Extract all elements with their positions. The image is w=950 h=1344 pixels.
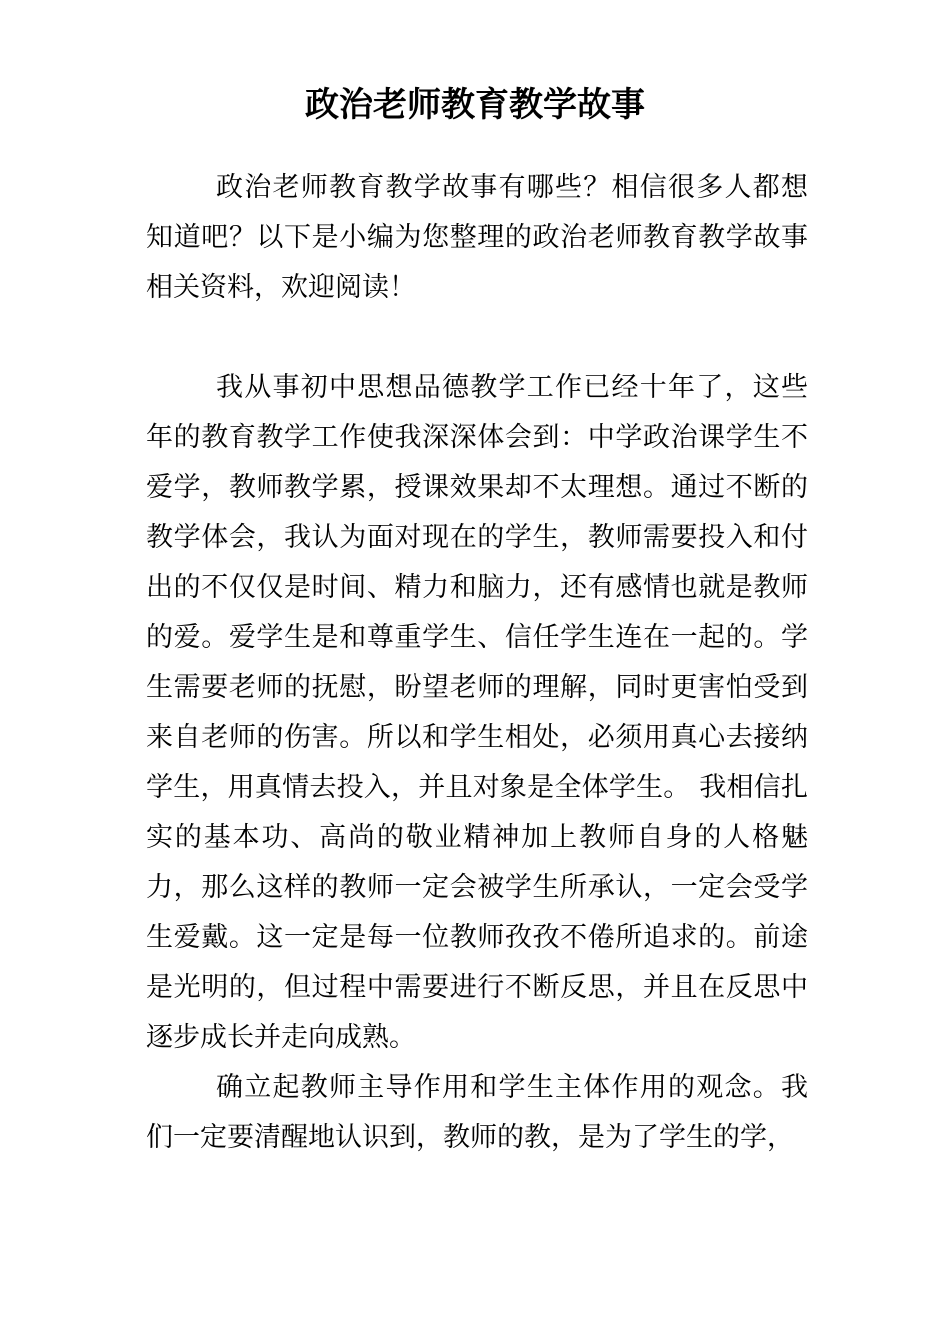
paragraph-intro: 政治老师教育教学故事有哪些？相信很多人都想知道吧？以下是小编为您整理的政治老师教育教学故事相关资料，欢迎阅读！ [146, 172, 808, 303]
document-title: 政治老师教育教学故事 [305, 85, 645, 125]
paragraph-teaching-experience: 我从事初中思想品德教学工作已经十年了，这些年的教育教学工作使我深深体会到：中学政治课学生不爱学，教师教学累，授课效果却不太理想。通过不断的教学体会，我认为面对现在的学生，教师需要投入和付出的不仅仅是时间、精力和脑力，还有感情也就是教师的爱。爱学生是和尊重学生、信任学生连在一起的。学生需要老师的抚慰，盼望老师的理解，同时更害怕受到来自老师的伤害。所以和学生相处，必须用真心去接纳学生，用真情去投入，并且对象是全体学生。 我相信扎实的基本功、高尚的敬业精神加上教师自身的人格魅力，那么这样的教师一定会被学生所承认，一定会受学生爱戴。这一定是每一位教师孜孜不倦所追求的。前途是光明的，但过程中需要进行不断反思，并且在反思中逐步成长并走向成熟。 [146, 372, 808, 1053]
paragraph-teacher-role: 确立起教师主导作用和学生主体作用的观念。我们一定要清醒地认识到，教师的教，是为了学生的学， [146, 1072, 808, 1153]
